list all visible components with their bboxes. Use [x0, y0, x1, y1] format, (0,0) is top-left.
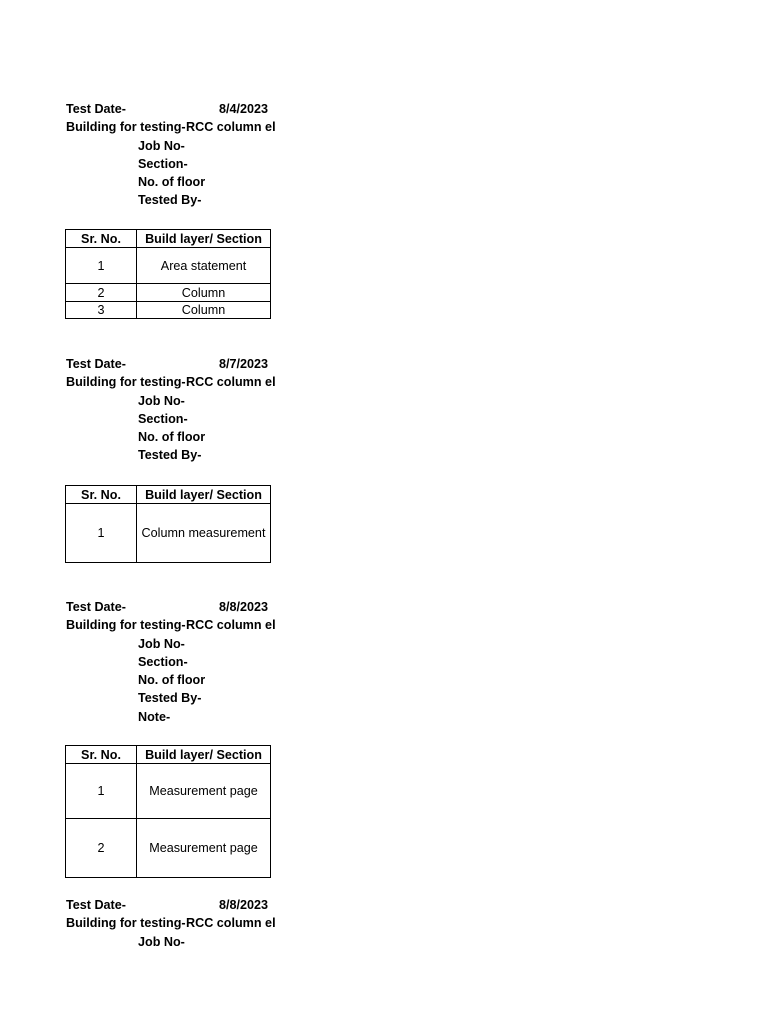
test-date-row [66, 600, 270, 618]
test-date-label: Test Date- [66, 898, 126, 912]
field-row [66, 175, 270, 193]
floor-count-label: No. of floor [138, 175, 206, 190]
field-row [66, 637, 270, 655]
table-header-row [66, 486, 271, 504]
section-cell: Area statement [137, 248, 271, 284]
section-cell: Column measurement [137, 504, 271, 563]
job-no-label: Job No- [138, 934, 185, 949]
job-no-label: Job No- [138, 636, 185, 651]
sr-no-cell: 3 [66, 302, 137, 319]
field-row [66, 430, 270, 448]
test-date-row [66, 102, 270, 120]
section-table-3 [65, 745, 271, 878]
test-date-value: 8/4/2023 [218, 102, 268, 116]
table-row [66, 764, 271, 819]
field-row [66, 673, 270, 691]
sr-no-header: Sr. No. [66, 230, 137, 248]
test-date-label: Test Date- [66, 357, 126, 371]
building-label: Building for testing- [66, 375, 186, 390]
field-row [66, 655, 270, 673]
test-record-2 [66, 357, 276, 467]
section-label: Section- [138, 411, 188, 426]
field-row [66, 193, 270, 211]
sr-no-cell: 1 [66, 248, 137, 284]
section-header: Build layer/ Section [137, 486, 271, 504]
tested-by-label: Tested By- [138, 448, 202, 463]
building-row [66, 916, 276, 934]
test-record-4 [66, 898, 276, 953]
section-table-1 [65, 229, 271, 319]
building-label: Building for testing- [66, 916, 186, 931]
test-record-3 [66, 600, 276, 728]
test-date-label: Test Date- [66, 102, 126, 116]
sr-no-cell: 2 [66, 819, 137, 878]
test-date-row [66, 357, 270, 375]
building-value: RCC column el [186, 618, 276, 633]
field-row [66, 394, 270, 412]
field-row [66, 691, 270, 709]
section-cell: Column [137, 302, 271, 319]
sr-no-header: Sr. No. [66, 746, 137, 764]
test-record-1 [66, 102, 276, 212]
building-label: Building for testing- [66, 618, 186, 633]
table-header-row [66, 746, 271, 764]
field-row [66, 710, 270, 728]
field-row [66, 157, 270, 175]
sr-no-cell: 1 [66, 504, 137, 563]
section-header: Build layer/ Section [137, 746, 271, 764]
table-row [66, 248, 271, 284]
section-label: Section- [138, 156, 188, 171]
section-header: Build layer/ Section [137, 230, 271, 248]
test-date-value: 8/7/2023 [218, 357, 268, 371]
field-row [66, 412, 270, 430]
section-cell: Measurement page [137, 819, 271, 878]
table-row [66, 284, 271, 302]
building-value: RCC column el [186, 375, 276, 390]
note-label: Note- [138, 709, 171, 724]
test-date-value: 8/8/2023 [218, 898, 268, 912]
building-row [66, 120, 276, 138]
building-row [66, 375, 276, 393]
building-row [66, 618, 276, 636]
job-no-label: Job No- [138, 138, 185, 153]
table-row [66, 302, 271, 319]
building-label: Building for testing- [66, 120, 186, 135]
section-label: Section- [138, 654, 188, 669]
test-date-value: 8/8/2023 [218, 600, 268, 614]
field-row [66, 139, 270, 157]
building-value: RCC column el [186, 916, 276, 931]
table-header-row [66, 230, 271, 248]
job-no-label: Job No- [138, 393, 185, 408]
sr-no-header: Sr. No. [66, 486, 137, 504]
floor-count-label: No. of floor [138, 430, 206, 445]
sr-no-cell: 2 [66, 284, 137, 302]
tested-by-label: Tested By- [138, 193, 202, 208]
section-cell: Column [137, 284, 271, 302]
field-row [66, 935, 270, 953]
tested-by-label: Tested By- [138, 691, 202, 706]
test-date-row [66, 898, 270, 916]
building-value: RCC column el [186, 120, 276, 135]
floor-count-label: No. of floor [138, 673, 206, 688]
field-row [66, 448, 270, 466]
section-cell: Measurement page [137, 764, 271, 819]
section-table-2 [65, 485, 271, 563]
table-row [66, 819, 271, 878]
test-date-label: Test Date- [66, 600, 126, 614]
sr-no-cell: 1 [66, 764, 137, 819]
table-row [66, 504, 271, 563]
